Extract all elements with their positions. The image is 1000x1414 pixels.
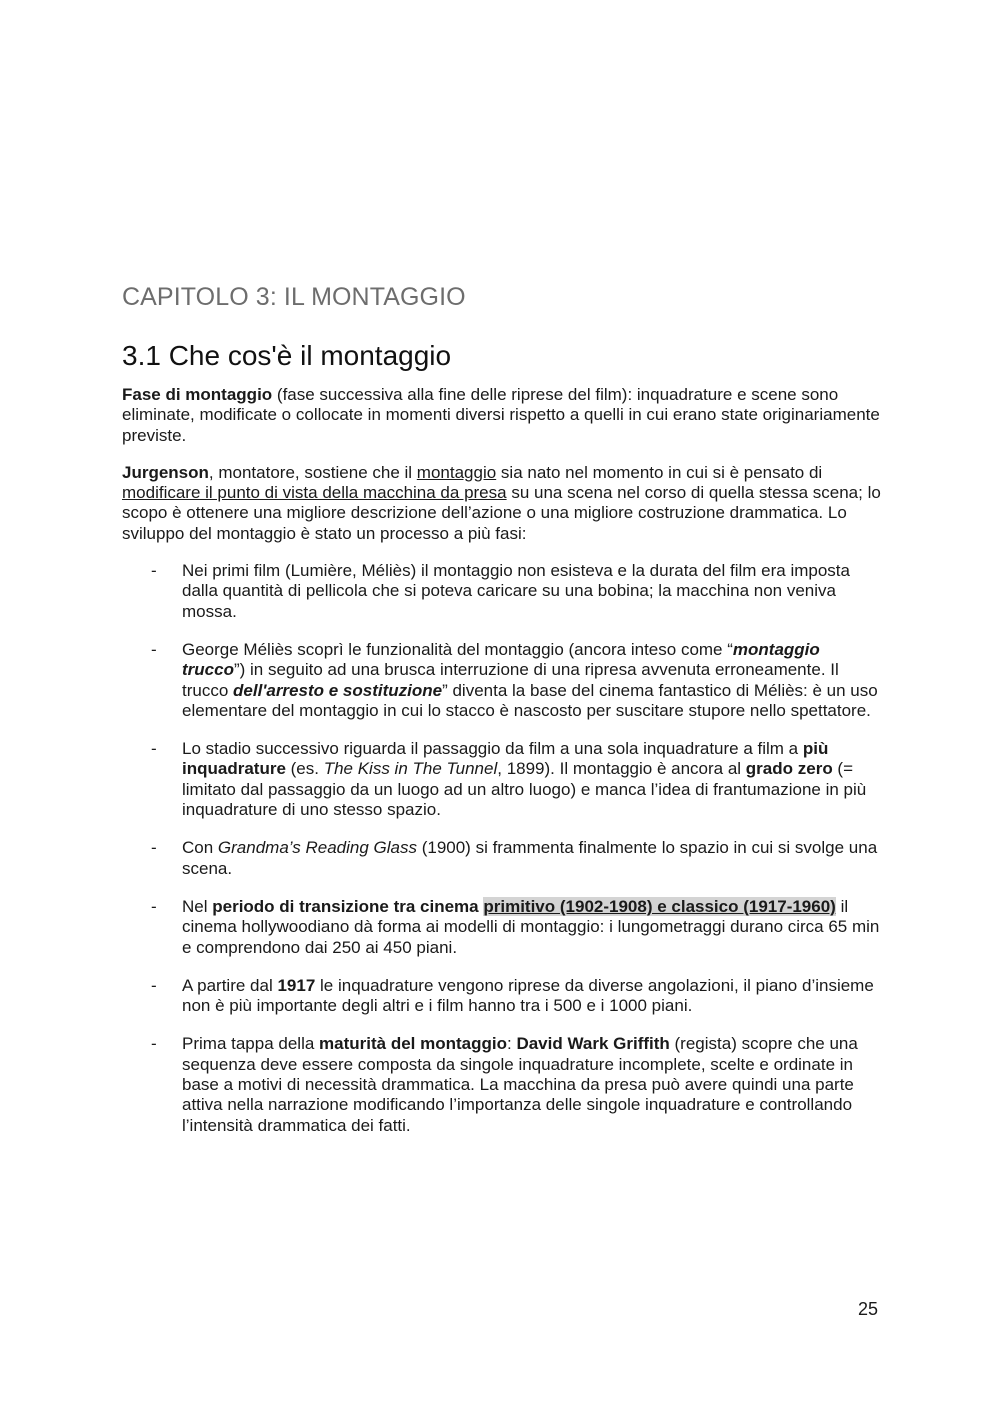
item-text: Nel bbox=[182, 896, 213, 916]
item-text: A partire dal bbox=[182, 975, 278, 995]
item-text: : bbox=[507, 1034, 517, 1054]
document-body bbox=[122, 385, 882, 1154]
bold-term: più inquadrature bbox=[182, 739, 829, 779]
highlighted-term: primitivo (1902-1908) e classico (1917-1960) bbox=[483, 896, 836, 916]
bullet-dash: - bbox=[151, 1034, 157, 1054]
list-item bbox=[122, 838, 882, 879]
item-text: George Méliès scoprì le funzionalità del montaggio (ancora inteso come “ bbox=[182, 639, 733, 659]
item-text: (regista) scopre che una sequenza deve essere composta da singole inquadrature incomplete, scelte e ordinate in base a motivi di necessità drammatica. La macchina da presa può avere quindi una parte attiva nella narrazione modificando l’importanza delle singole inquadrature e controllando l’intensità drammatica dei fatti. bbox=[182, 1034, 858, 1135]
item-text: il cinema hollywoodiano dà forma ai modelli di montaggio: i lungometraggi durano circa 65 min e comprendono dai 250 ai 450 piani. bbox=[182, 896, 880, 957]
bold-term: maturità del montaggio bbox=[319, 1034, 507, 1054]
section-title: 3.1 Che cos'è il montaggio bbox=[122, 340, 452, 371]
item-text: (= limitato dal passaggio da un luogo ad un altro luogo) e manca l’idea di frantumazione in più inquadrature di uno stesso spazio. bbox=[182, 759, 867, 820]
phases-list bbox=[122, 561, 882, 1136]
list-item bbox=[122, 1034, 882, 1135]
bullet-dash: - bbox=[151, 739, 157, 759]
item-text: Con bbox=[182, 838, 218, 858]
list-item bbox=[122, 976, 882, 1017]
paragraph-text: sia nato nel momento in cui si è pensato di bbox=[496, 462, 823, 482]
bold-italic-term: montaggio trucco bbox=[182, 639, 820, 680]
item-text: ” diventa la base del cinema fantastico di Méliès: è un uso elementare del montaggio in cui lo stacco è nascosto per suscitare stupore nello spettatore. bbox=[182, 680, 878, 720]
item-text: Prima tappa della bbox=[182, 1034, 320, 1054]
paragraph-jurgenson bbox=[122, 463, 882, 544]
bold-term: 1917 bbox=[277, 975, 316, 995]
bullet-dash: - bbox=[151, 639, 157, 659]
bullet-dash: - bbox=[151, 561, 157, 581]
paragraph-text: , montatore, sostiene che il bbox=[208, 462, 417, 482]
paragraph-fase-di-montaggio bbox=[122, 385, 882, 446]
paragraph-text: (fase successiva alla fine delle riprese del film): inquadrature e scene sono eliminate, modificate o collocate in momenti diversi rispetto a quelli in cui erano state originariamente previste. bbox=[122, 385, 880, 445]
list-item bbox=[122, 561, 882, 622]
bold-term: Fase di montaggio bbox=[122, 385, 273, 404]
underlined-term: montaggio bbox=[416, 462, 497, 482]
item-text: (1900) si frammenta finalmente lo spazio in cui si svolge una scena. bbox=[182, 838, 878, 878]
list-item bbox=[122, 897, 882, 958]
bullet-dash: - bbox=[151, 975, 157, 995]
item-text: le inquadrature vengono riprese da diverse angolazioni, il piano d’insieme non è più importante degli altri e i film hanno tra i 500 e i 1000 piani. bbox=[182, 975, 874, 1016]
list-item bbox=[122, 739, 882, 820]
underlined-phrase: modificare il punto di vista della macchina da presa bbox=[122, 483, 507, 503]
item-text: Nei primi film (Lumière, Méliès) il montaggio non esisteva e la durata del film era imposta dalla quantità di pellicola che si poteva caricare su una bobina; la macchina non veniva mossa. bbox=[182, 561, 850, 621]
bold-term: David Wark Griffith bbox=[516, 1034, 670, 1054]
item-text: , 1899). Il montaggio è ancora al bbox=[497, 759, 746, 779]
chapter-title: CAPITOLO 3: IL MONTAGGIO bbox=[122, 283, 466, 311]
bullet-dash: - bbox=[151, 838, 157, 858]
item-text: ”) in seguito ad una brusca interruzione di una ripresa avvenuta erroneamente. Il trucco bbox=[182, 660, 839, 700]
bold-italic-term: dell'arresto e sostituzione bbox=[233, 680, 443, 700]
bold-term: periodo di transizione tra cinema bbox=[212, 896, 484, 916]
bold-term: grado zero bbox=[745, 759, 833, 779]
list-item bbox=[122, 640, 882, 721]
page-number: 25 bbox=[858, 1299, 879, 1319]
bullet-dash: - bbox=[151, 896, 157, 916]
italic-title: Grandma’s Reading Glass bbox=[217, 838, 417, 858]
paragraph-text: su una scena nel corso di quella stessa scena; lo scopo è ottenere una migliore descrizione dell’azione o una migliore costruzione drammatica. Lo sviluppo del montaggio è stato un processo a più fasi: bbox=[122, 483, 881, 543]
bold-term: Jurgenson bbox=[122, 462, 209, 482]
italic-title: The Kiss in The Tunnel bbox=[323, 759, 498, 779]
item-text: (es. bbox=[285, 759, 324, 779]
item-text: Lo stadio successivo riguarda il passaggio da film a una sola inquadrature a film a bbox=[182, 739, 803, 759]
